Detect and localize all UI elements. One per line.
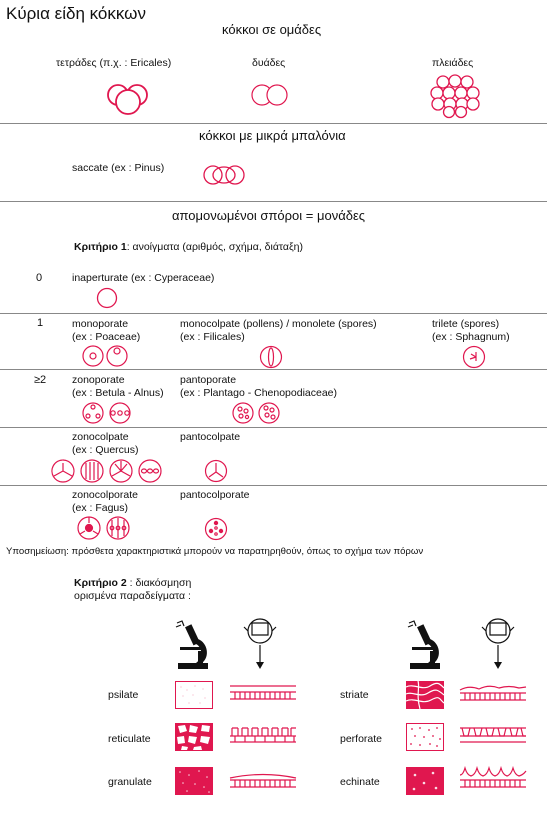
perforate-surface-icon xyxy=(406,723,444,751)
monads-heading: απομονωμένοι σπόροι = μονάδες xyxy=(172,208,366,223)
saccate-heading: κόκκοι με μικρά μπαλόνια xyxy=(199,128,346,143)
zonocolpate-label: zonocolpate xyxy=(72,431,129,443)
monocolpate-pollen-icon xyxy=(259,345,283,369)
psilate-section-icon xyxy=(229,683,297,705)
divider xyxy=(0,427,547,428)
tetrad-pollen-icon xyxy=(104,78,152,118)
divider xyxy=(0,369,547,370)
zonocolporate-pollen-icon xyxy=(77,515,133,541)
divider xyxy=(0,201,547,202)
reticulate-section-icon xyxy=(229,725,297,747)
echinate-label: echinate xyxy=(340,776,380,788)
footnote: Υποσημείωση: πρόσθετα χαρακτηριστικά μπορούν να παρατηρηθούν, όπως το σχήμα των πόρων xyxy=(6,546,424,557)
criterion2 xyxy=(74,577,191,589)
zonocolporate-example: (ex : Fagus) xyxy=(72,502,129,514)
psilate-surface-icon xyxy=(175,681,213,709)
eye-view-icon xyxy=(240,615,280,671)
criterion1-text: : ανοίγματα (αριθμός, σχήμα, διάταξη) xyxy=(126,241,304,253)
divider xyxy=(0,485,547,486)
zonocolpate-example: (ex : Quercus) xyxy=(72,444,139,456)
zonoporate-pollen-icon xyxy=(82,401,132,425)
trilete-spore-icon xyxy=(462,345,486,369)
granulate-section-icon xyxy=(229,769,297,791)
eye-view-icon xyxy=(478,615,518,671)
perforate-section-icon xyxy=(459,725,527,747)
pantocolpate-label: pantocolpate xyxy=(180,431,241,443)
criterion1-label: Κριτήριο 1 xyxy=(74,241,127,253)
reticulate-surface-icon xyxy=(175,723,213,751)
criterion1 xyxy=(74,241,303,253)
criterion2-subtext: ορισμένα παραδείγματα : xyxy=(74,590,191,602)
striate-label: striate xyxy=(340,689,369,701)
zonoporate-example: (ex : Betula - Alnus) xyxy=(72,387,164,399)
tetrads-label: τετράδες (π.χ. : Ericales) xyxy=(56,57,172,69)
divider xyxy=(0,123,547,124)
aperture-count-2: ≥2 xyxy=(34,374,47,386)
echinate-surface-icon xyxy=(406,767,444,795)
criterion2-label: Κριτήριο 2 xyxy=(74,577,127,589)
perforate-label: perforate xyxy=(340,733,383,745)
microscope-icon xyxy=(172,617,214,671)
granulate-label: granulate xyxy=(108,776,152,788)
reticulate-label: reticulate xyxy=(108,733,151,745)
pantocolpate-pollen-icon xyxy=(204,459,228,483)
pantocolporate-label: pantocolporate xyxy=(180,489,250,501)
striate-surface-icon xyxy=(406,681,444,709)
divider xyxy=(0,313,547,314)
dyad-pollen-icon xyxy=(250,82,290,108)
page-title: Κύρια είδη κόκκων xyxy=(6,4,146,23)
trilete-example: (ex : Sphagnum) xyxy=(432,331,510,343)
microscope-icon xyxy=(404,617,446,671)
monocolpate-label: monocolpate (pollens) / monolete (spores) xyxy=(180,318,377,330)
dyads-label: δυάδες xyxy=(252,57,286,69)
zonocolporate-label: zonocolporate xyxy=(72,489,138,501)
aperture-count-0: 0 xyxy=(36,272,43,284)
groups-heading: κόκκοι σε ομάδες xyxy=(222,22,322,37)
monocolpate-example: (ex : Filicales) xyxy=(180,331,245,343)
zonocolpate-pollen-icon xyxy=(50,458,170,484)
aperture-count-1: 1 xyxy=(37,317,44,329)
pantocolporate-pollen-icon xyxy=(204,517,228,541)
saccate-pollen-icon xyxy=(202,163,246,187)
monoporate-label: monoporate xyxy=(72,318,129,330)
pantoporate-example: (ex : Plantago - Chenopodiaceae) xyxy=(180,387,338,399)
pantoporate-pollen-icon xyxy=(232,401,282,425)
echinate-section-icon xyxy=(459,766,527,791)
polyads-label: πλειάδες xyxy=(432,57,474,69)
criterion2-text: : διακόσμηση xyxy=(126,577,192,589)
trilete-label: trilete (spores) xyxy=(432,318,500,330)
granulate-surface-icon xyxy=(175,767,213,795)
inaperturate-label: inaperturate (ex : Cyperaceae) xyxy=(72,272,215,284)
striate-section-icon xyxy=(459,682,527,704)
inaperturate-pollen-icon xyxy=(96,287,118,309)
polyad-pollen-icon xyxy=(429,74,481,118)
psilate-label: psilate xyxy=(108,689,139,701)
pantoporate-label: pantoporate xyxy=(180,374,237,386)
zonoporate-label: zonoporate xyxy=(72,374,125,386)
monoporate-example: (ex : Poaceae) xyxy=(72,331,141,343)
saccate-label: saccate (ex : Pinus) xyxy=(72,162,165,174)
monoporate-pollen-icon xyxy=(82,345,130,367)
